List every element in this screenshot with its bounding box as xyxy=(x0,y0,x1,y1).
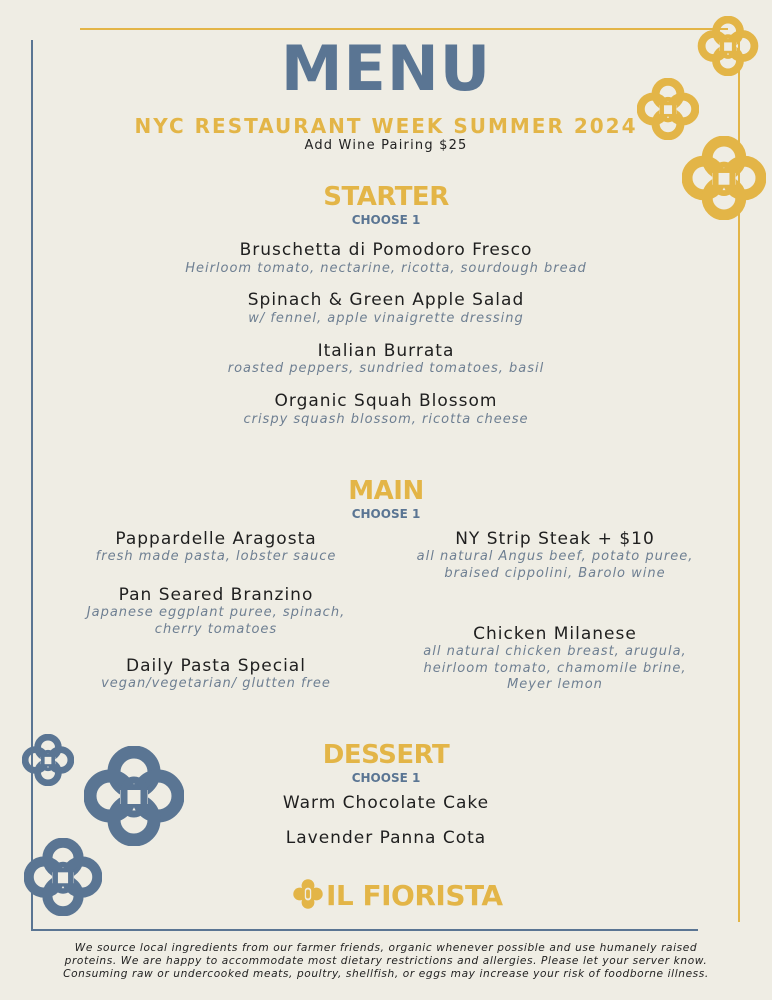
main-item-desc: all natural Angus beef, potato puree, xyxy=(416,549,694,564)
footer-line: proteins. We are happy to accommodate most dietary restrictions and allergies. Please let your server know. xyxy=(64,955,708,967)
menu-title: MENU xyxy=(280,32,492,105)
starter-item-desc: Heirloom tomato, nectarine, ricotta, sourdough bread xyxy=(185,261,587,276)
wine-pairing-note: Add Wine Pairing $25 xyxy=(304,138,468,153)
main-item-name: Pan Seared Branzino xyxy=(118,585,314,605)
main-item-name: Daily Pasta Special xyxy=(126,656,306,676)
starter-title: STARTER xyxy=(323,182,449,212)
main-item-name: NY Strip Steak + $10 xyxy=(455,529,655,549)
event-subtitle: NYC RESTAURANT WEEK SUMMER 2024 xyxy=(134,114,638,138)
starter-item-desc: crispy squash blossom, ricotta cheese xyxy=(243,412,529,427)
main-item-desc: Japanese eggplant puree, spinach, xyxy=(86,605,346,620)
dessert-choose: CHOOSE 1 xyxy=(351,771,421,785)
starter-item-name: Italian Burrata xyxy=(317,341,455,361)
footer-line: We source local ingredients from our farmer friends, organic whenever possible and use humanely raised xyxy=(74,942,698,954)
frame-top-line xyxy=(80,28,728,30)
main-item-desc: all natural chicken breast, arugula, xyxy=(423,644,687,659)
starter-item-name: Spinach & Green Apple Salad xyxy=(247,290,525,310)
dessert-item-name: Warm Chocolate Cake xyxy=(282,793,490,813)
starter-item-name: Organic Squah Blossom xyxy=(274,391,498,411)
main-right-item xyxy=(390,529,720,582)
main-item-desc: heirloom tomato, chamomile brine, xyxy=(423,660,687,676)
footer-disclaimer xyxy=(24,942,748,981)
main-item-desc: fresh made pasta, lobster sauce xyxy=(95,549,337,564)
frame-bottom-line xyxy=(31,929,698,931)
gold-flower-logo-icon xyxy=(292,878,324,910)
starter-item-desc: roasted peppers, sundried tomatoes, basil xyxy=(227,361,545,376)
main-left-item xyxy=(56,585,376,638)
main-item-name: Pappardelle Aragosta xyxy=(115,529,317,549)
main-choose: CHOOSE 1 xyxy=(351,507,421,521)
main-item-desc: cherry tomatoes xyxy=(154,621,278,637)
starter-choose: CHOOSE 1 xyxy=(351,213,421,227)
main-right-item xyxy=(390,624,720,694)
main-title: MAIN xyxy=(348,476,424,506)
starter-item-name: Bruschetta di Pomodoro Fresco xyxy=(239,240,533,260)
brand-logo xyxy=(292,876,503,916)
main-left-item xyxy=(56,529,376,566)
dessert-title: DESSERT xyxy=(322,740,450,770)
main-item-desc: Meyer lemon xyxy=(507,677,603,692)
starter-item-desc: w/ fennel, apple vinaigrette dressing xyxy=(248,311,524,326)
main-item-name: Chicken Milanese xyxy=(473,624,637,644)
blue-quatrefoil-icon xyxy=(24,838,102,916)
main-item-desc: vegan/vegetarian/ glutten free xyxy=(101,676,331,691)
dessert-item-name: Lavender Panna Cota xyxy=(285,828,487,848)
main-item-desc: braised cippolini, Barolo wine xyxy=(444,565,666,581)
footer-line: Consuming raw or undercooked meats, poultry, shellfish, or eggs may increase your risk of foodborne illness. xyxy=(63,968,709,980)
main-left-item xyxy=(56,656,376,693)
brand-logo-text: IL FIORISTA xyxy=(326,879,503,912)
